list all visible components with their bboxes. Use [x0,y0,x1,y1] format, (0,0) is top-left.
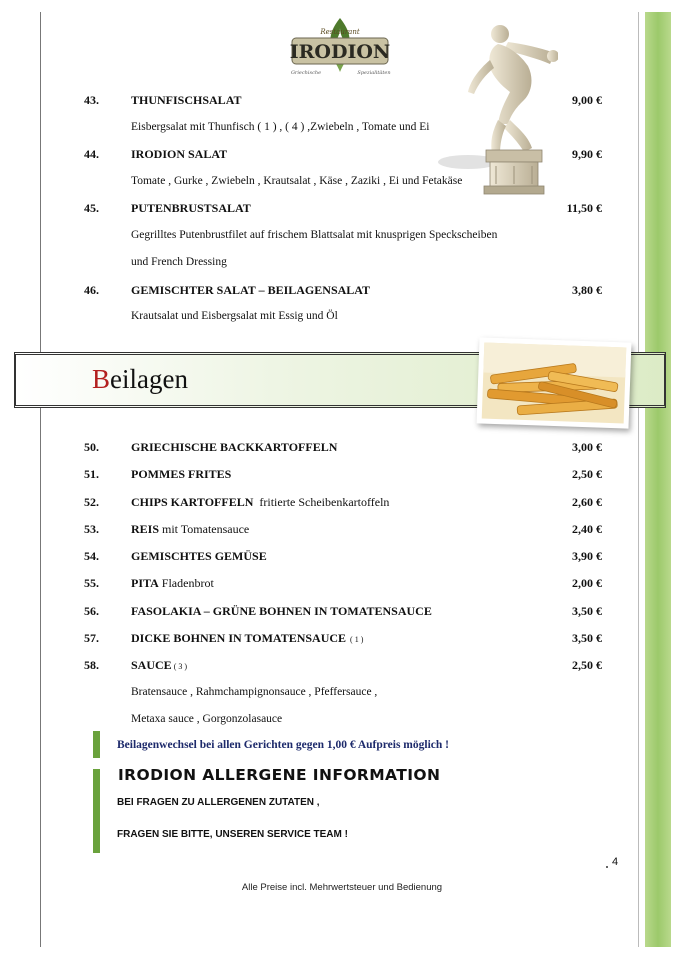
item-title: REIS mit Tomatensauce [131,522,250,536]
item-number: 57. [84,631,99,645]
item-description: Gegrilltes Putenbrustfilet auf frischem Blattsalat mit knusprigen Speckscheiben [131,229,498,241]
svg-text:IRODION: IRODION [289,41,391,63]
item-price: 2,40 € [572,522,602,536]
allergen-accent-bar [93,769,100,853]
item-price: 3,80 € [572,283,602,297]
item-number: 58. [84,658,99,672]
item-title: SAUCE ( 3 ) [131,658,188,672]
allergen-title: IRODION ALLERGENE INFORMATION [118,766,441,784]
item-number: 52. [84,495,99,509]
item-price: 9,00 € [572,93,602,107]
item-price: 2,50 € [572,658,602,672]
item-price: 2,60 € [572,495,602,509]
footer-note: Alle Preise incl. Mehrwertsteuer und Bedienung [241,882,443,893]
item-price: 3,50 € [572,631,602,645]
menu-item-53 [0,522,684,542]
item-price: 2,50 € [572,467,602,481]
item-number: 46. [84,283,99,297]
item-number: 54. [84,549,99,563]
menu-item-58 [0,658,684,678]
menu-item-55 [0,576,684,596]
restaurant-logo [262,14,418,80]
page-number: 4 [612,856,619,868]
section-title-rest: eilagen [110,364,188,394]
menu-item-57 [0,631,684,651]
side-exchange-note: Beilagenwechsel bei allen Gerichten gegen 1,00 € Aufpreis möglich ! [117,739,449,751]
item-title: GEMISCHTER SALAT – BEILAGENSALAT [131,283,371,297]
note-accent-bar [93,731,100,758]
item-number: 53. [84,522,99,536]
menu-item-44 [0,147,684,167]
item-price: 3,90 € [572,549,602,563]
item-price: 3,00 € [572,440,602,454]
item-title: PITA Fladenbrot [131,576,214,590]
item-number: 50. [84,440,99,454]
svg-text:Spezialitäten: Spezialitäten [357,70,391,76]
item-description: und French Dressing [131,256,227,268]
french-fries-photo [477,337,632,428]
svg-text:Restaurant: Restaurant [320,28,360,36]
menu-item-45 [0,201,684,221]
item-title: POMMES FRITES [131,467,232,481]
item-title: THUNFISCHSALAT [131,93,242,107]
item-price: 11,50 € [566,201,602,215]
item-description: Krautsalat und Eisbergsalat mit Essig und Öl [131,310,338,322]
page-dot [606,866,608,868]
item-price: 9,90 € [572,147,602,161]
item-title: DICKE BOHNEN IN TOMATENSAUCE ( 1 ) [131,631,364,645]
sauce-description: Bratensauce , Rahmchampignonsauce , Pfeffersauce , [131,686,378,698]
item-number: 51. [84,467,99,481]
sauce-description: Metaxa sauce , Gorgonzolasauce [131,713,283,725]
item-title: GEMISCHTES GEMÜSE [131,549,267,563]
section-title [92,364,188,395]
item-number: 44. [84,147,99,161]
item-number: 56. [84,604,99,618]
menu-item-46 [0,283,684,303]
item-price: 2,00 € [572,576,602,590]
item-description: Eisbergsalat mit Thunfisch ( 1 ) , ( 4 ) ,Zwiebeln , Tomate und Ei [131,121,430,133]
item-price: 3,50 € [572,604,602,618]
item-title: FASOLAKIA – GRÜNE BOHNEN IN TOMATENSAUCE [131,604,432,618]
allergen-line-2: FRAGEN SIE BITTE, UNSEREN SERVICE TEAM ! [117,829,348,840]
menu-item-50 [0,440,684,460]
svg-text:Griechische: Griechische [290,70,322,76]
menu-item-52 [0,495,684,515]
allergen-line-1: BEI FRAGEN ZU ALLERGENEN ZUTATEN , [117,797,320,808]
item-title: CHIPS KARTOFFELN fritierte Scheibenkartoffeln [131,495,390,509]
item-number: 43. [84,93,99,107]
item-number: 55. [84,576,99,590]
item-title: IRODION SALAT [131,147,228,161]
section-title-initial: B [92,364,111,394]
menu-item-43 [0,93,684,113]
menu-item-51 [0,467,684,487]
menu-item-54 [0,549,684,569]
item-description: Tomate , Gurke , Zwiebeln , Krautsalat , Käse , Zaziki , Ei und Fetakäse [131,175,463,187]
item-title: GRIECHISCHE BACKKARTOFFELN [131,440,338,454]
item-number: 45. [84,201,99,215]
item-title: PUTENBRUSTSALAT [131,201,251,215]
menu-item-56 [0,604,684,624]
